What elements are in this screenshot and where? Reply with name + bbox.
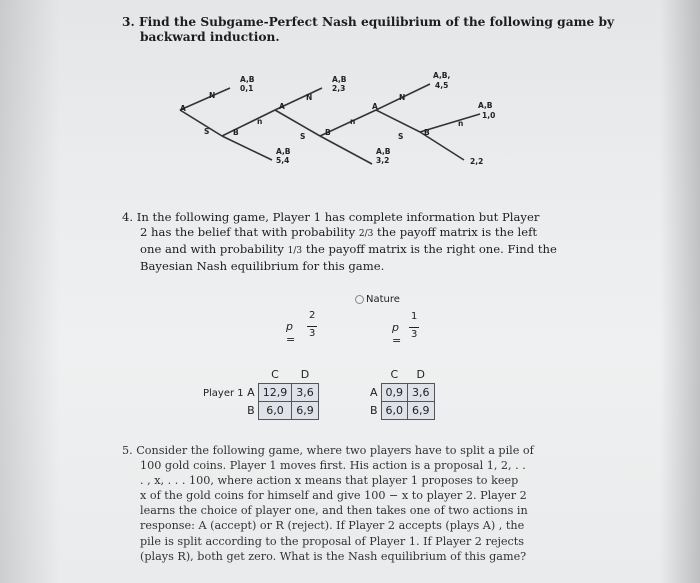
player-1-label: Player 1 bbox=[203, 388, 244, 399]
q5-line-7: pile is split according to the proposal of Player 1. If Player 2 rejects bbox=[140, 534, 525, 548]
payoff-header-6: A,B bbox=[376, 147, 391, 156]
q5-line-1: 5. Consider the following game, where two players have to split a pile of bbox=[122, 444, 534, 457]
tree-edge-S1 bbox=[180, 110, 222, 136]
tree-label-n-3: n bbox=[458, 119, 464, 128]
p-right-num: 1 bbox=[411, 311, 418, 322]
p-right-label: p = bbox=[392, 321, 402, 347]
question-3-text bbox=[122, 15, 614, 45]
p-left-num: 2 bbox=[309, 310, 316, 321]
tree-label-N-1: N bbox=[209, 91, 216, 100]
matrix-left-cell-BC: 6,0 bbox=[258, 402, 292, 420]
payoff-1: 0,1 bbox=[240, 84, 254, 93]
matrix-right-cell-BC: 6,0 bbox=[381, 402, 408, 420]
matrix-left-col-D: D bbox=[300, 368, 310, 381]
p-right-den: 3 bbox=[411, 329, 418, 340]
payoff-header-3: A,B, bbox=[433, 71, 451, 80]
p-right-bar bbox=[409, 327, 419, 328]
tree-label-A-2: A bbox=[279, 102, 285, 111]
tree-edge-S3 bbox=[376, 110, 420, 132]
q4-line-4: Bayesian Nash equilibrium for this game. bbox=[140, 259, 385, 273]
payoff-header-1: A,B bbox=[240, 75, 255, 84]
tree-label-A-1: A bbox=[180, 104, 186, 113]
matrix-right-col-C: C bbox=[390, 368, 399, 381]
tree-label-S-2: S bbox=[300, 132, 306, 141]
q4-line-1: 4. In the following game, Player 1 has complete information but Player bbox=[122, 210, 540, 224]
matrix-right-header-row bbox=[366, 366, 434, 384]
question-4-text bbox=[122, 210, 557, 274]
payoff-7: 2,2 bbox=[470, 157, 484, 166]
tree-label-n-2: n bbox=[350, 117, 356, 126]
matrix-right-row-B bbox=[366, 402, 434, 420]
matrix-left-corner bbox=[199, 366, 258, 384]
payoff-3: 4,5 bbox=[435, 81, 449, 90]
matrix-right-corner bbox=[366, 366, 381, 384]
matrix-right-row-A-label: A bbox=[370, 386, 378, 399]
q4-line-3b: the payoff matrix is the right one. Find the bbox=[305, 242, 557, 256]
q4-line-2a: 2 has the belief that with probability bbox=[140, 225, 356, 239]
q5-line-5: learns the choice of player one, and then takes one of two actions in bbox=[140, 504, 528, 518]
tree-label-N-3: N bbox=[399, 93, 406, 102]
tree-label-S-1: S bbox=[204, 127, 210, 136]
matrix-right-cell-AC: 0,9 bbox=[381, 384, 408, 402]
page-shadow-right bbox=[660, 0, 700, 583]
payoff-matrix-right bbox=[366, 366, 435, 420]
q4-line-3 bbox=[122, 242, 557, 259]
matrix-left-row-B bbox=[199, 402, 318, 420]
tree-label-N-2: N bbox=[306, 93, 313, 102]
matrix-right-row-A bbox=[366, 384, 434, 402]
p-left-bar bbox=[307, 326, 317, 327]
matrix-left-cell-AD: 3,6 bbox=[292, 384, 319, 402]
payoff-2: 2,3 bbox=[332, 84, 346, 93]
q4-frac-1-3: 1/3 bbox=[287, 246, 303, 256]
q4-line-2b: the payoff matrix is the left bbox=[377, 225, 538, 239]
q4-line-2 bbox=[122, 225, 557, 242]
nature-circle bbox=[355, 295, 364, 304]
q4-line-3a: one and with probability bbox=[140, 242, 284, 256]
payoff-header-2: A,B bbox=[332, 75, 347, 84]
matrix-left-header-row bbox=[199, 366, 318, 384]
matrix-left-row-B-label: B bbox=[247, 404, 255, 417]
nature-node bbox=[355, 294, 400, 305]
q5-line-6: response: A (accept) or R (reject). If Player 2 accepts (plays A) , the bbox=[140, 519, 525, 533]
payoff-5: 5,4 bbox=[276, 156, 290, 165]
row-A-label: A bbox=[247, 386, 255, 399]
tree-edge-B2 bbox=[320, 136, 372, 164]
q5-line-8: (plays R), both get zero. What is the Nash equilibrium of this game? bbox=[140, 549, 527, 563]
matrix-right-row-B-label: B bbox=[370, 404, 378, 417]
tree-edge-B1 bbox=[222, 136, 272, 160]
tree-label-B-2: B bbox=[325, 128, 331, 137]
q5-line-4: x of the gold coins for himself and give 100 − x to player 2. Player 2 bbox=[140, 489, 527, 503]
q4-frac-2-3: 2/3 bbox=[358, 229, 374, 239]
matrix-left-row-A-label bbox=[199, 384, 258, 402]
question-5-text bbox=[122, 443, 534, 564]
tree-edge-S2 bbox=[275, 110, 320, 136]
q5-line-2: 100 gold coins. Player 1 moves first. His action is a proposal 1, 2, . . bbox=[140, 459, 526, 473]
matrix-left-row-A bbox=[199, 384, 318, 402]
tree-label-S-3: S bbox=[398, 132, 404, 141]
tree-edge-A1 bbox=[180, 88, 230, 110]
tree-label-A-3: A bbox=[372, 102, 378, 111]
nature-label: Nature bbox=[366, 294, 400, 305]
p-left-label: p = bbox=[286, 320, 296, 346]
matrix-left-cell-BD: 6,9 bbox=[292, 402, 319, 420]
payoff-4: 1,0 bbox=[482, 111, 496, 120]
p-left-den: 3 bbox=[309, 328, 316, 339]
tree-edge-N1 bbox=[222, 110, 275, 136]
matrix-right-cell-AD: 3,6 bbox=[408, 384, 435, 402]
tree-label-B-3: B bbox=[424, 128, 430, 137]
q3-line-2: backward induction. bbox=[140, 30, 280, 44]
payoff-matrix-left bbox=[199, 366, 319, 420]
payoff-header-5: A,B bbox=[276, 147, 291, 156]
matrix-right-col-D: D bbox=[416, 368, 426, 381]
tree-label-n-1: n bbox=[257, 117, 263, 126]
tree-label-B-1: B bbox=[233, 128, 239, 137]
q3-line-1: 3. Find the Subgame-Perfect Nash equilibrium of the following game by bbox=[122, 15, 615, 29]
payoff-6: 3,2 bbox=[376, 156, 390, 165]
matrix-left-col-C: C bbox=[271, 368, 279, 381]
matrix-right-cell-BD: 6,9 bbox=[408, 402, 435, 420]
matrix-left-cell-AC: 12,9 bbox=[258, 384, 292, 402]
q5-line-3: . , x, . . . 100, where action x means that player 1 proposes to keep bbox=[140, 474, 519, 488]
payoff-header-4: A,B bbox=[478, 101, 493, 110]
page-shadow-left bbox=[0, 0, 60, 583]
